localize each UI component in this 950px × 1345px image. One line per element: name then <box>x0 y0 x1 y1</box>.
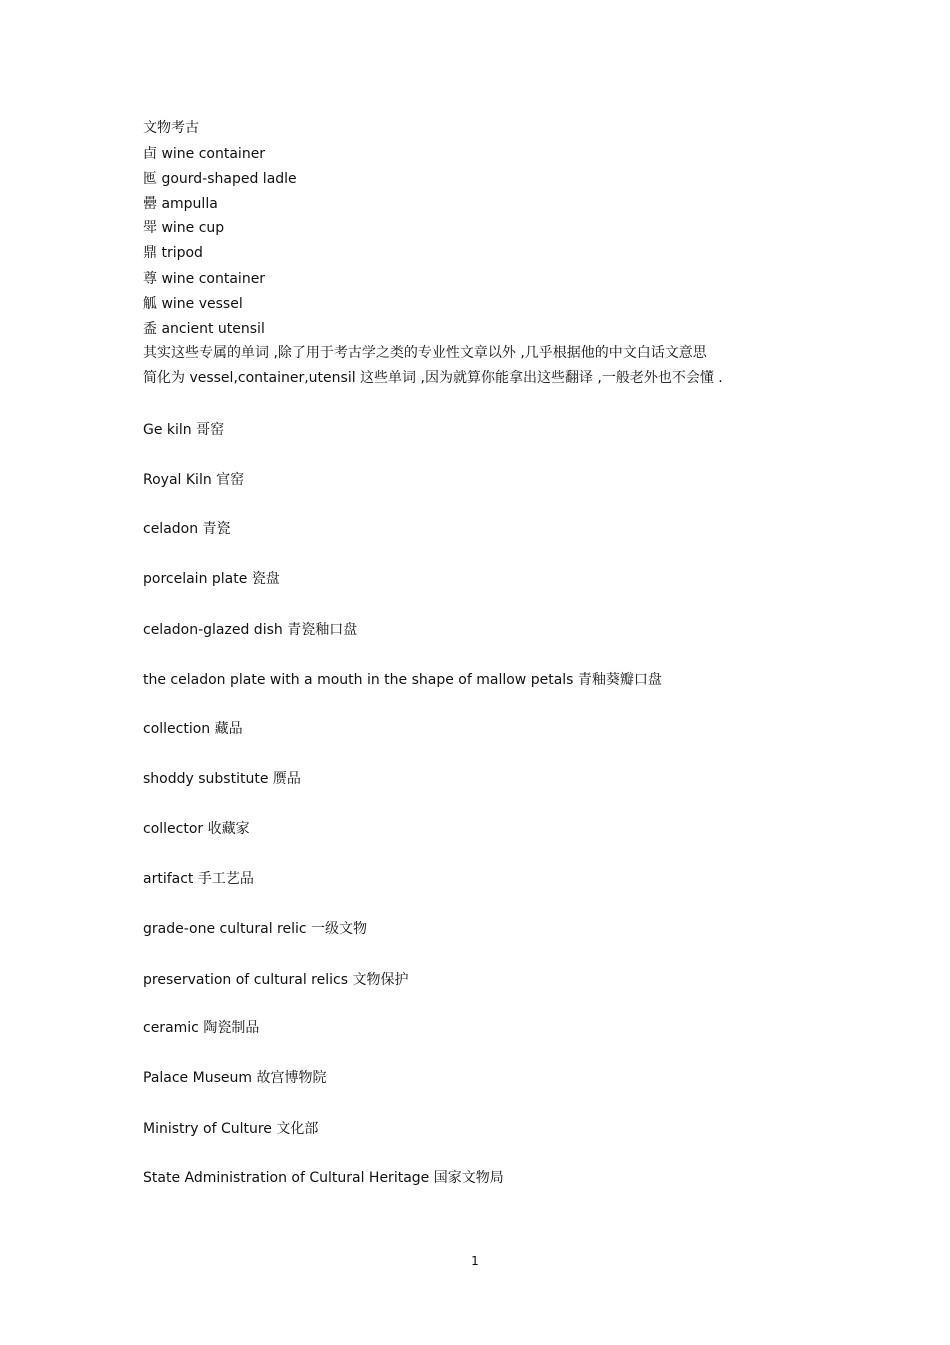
document-heading: 文物考古 <box>143 120 199 136</box>
vessel-term: 鼎 tripod <box>143 245 203 261</box>
glossary-entry: collector 收藏家 <box>143 821 250 837</box>
glossary-entry: Palace Museum 故宫博物院 <box>143 1070 327 1086</box>
glossary-entry: artifact 手工艺品 <box>143 871 254 887</box>
glossary-entry: Ministry of Culture 文化部 <box>143 1121 319 1137</box>
page-number: 1 <box>471 1254 479 1268</box>
glossary-entry: preservation of cultural relics 文物保护 <box>143 972 409 988</box>
vessel-term: 尊 wine container <box>143 271 266 287</box>
glossary-entry: Royal Kiln 官窑 <box>143 472 245 488</box>
glossary-entry: collection 藏品 <box>143 721 243 737</box>
vessel-term: 罍 ampulla <box>143 196 218 212</box>
note-line: 其实这些专属的单词 ,除了用于考古学之类的专业性文章以外 ,几乎根据他的中文白话文意思 <box>143 345 707 361</box>
vessel-term: 盉 ancient utensil <box>143 321 265 337</box>
glossary-entry: the celadon plate with a mouth in the shape of mallow petals 青釉葵瓣口盘 <box>143 672 662 688</box>
glossary-entry: porcelain plate 瓷盘 <box>143 571 280 587</box>
glossary-entry: celadon-glazed dish 青瓷釉口盘 <box>143 622 358 638</box>
glossary-entry: shoddy substitute 赝品 <box>143 771 301 787</box>
vessel-term: 觚 wine vessel <box>143 296 243 312</box>
vessel-term: 斝 wine cup <box>143 220 225 236</box>
glossary-entry: Ge kiln 哥窑 <box>143 422 225 438</box>
glossary-entry: State Administration of Cultural Heritage 国家文物局 <box>143 1170 504 1186</box>
vessel-term: 卣 wine container <box>143 146 266 162</box>
glossary-entry: ceramic 陶瓷制品 <box>143 1020 260 1036</box>
note-line: 简化为 vessel,container,utensil 这些单词 ,因为就算你能拿出这些翻译 ,一般老外也不会懂 . <box>143 370 723 386</box>
glossary-entry: celadon 青瓷 <box>143 521 231 537</box>
vessel-term: 匜 gourd-shaped ladle <box>143 171 297 187</box>
glossary-entry: grade-one cultural relic 一级文物 <box>143 921 368 937</box>
